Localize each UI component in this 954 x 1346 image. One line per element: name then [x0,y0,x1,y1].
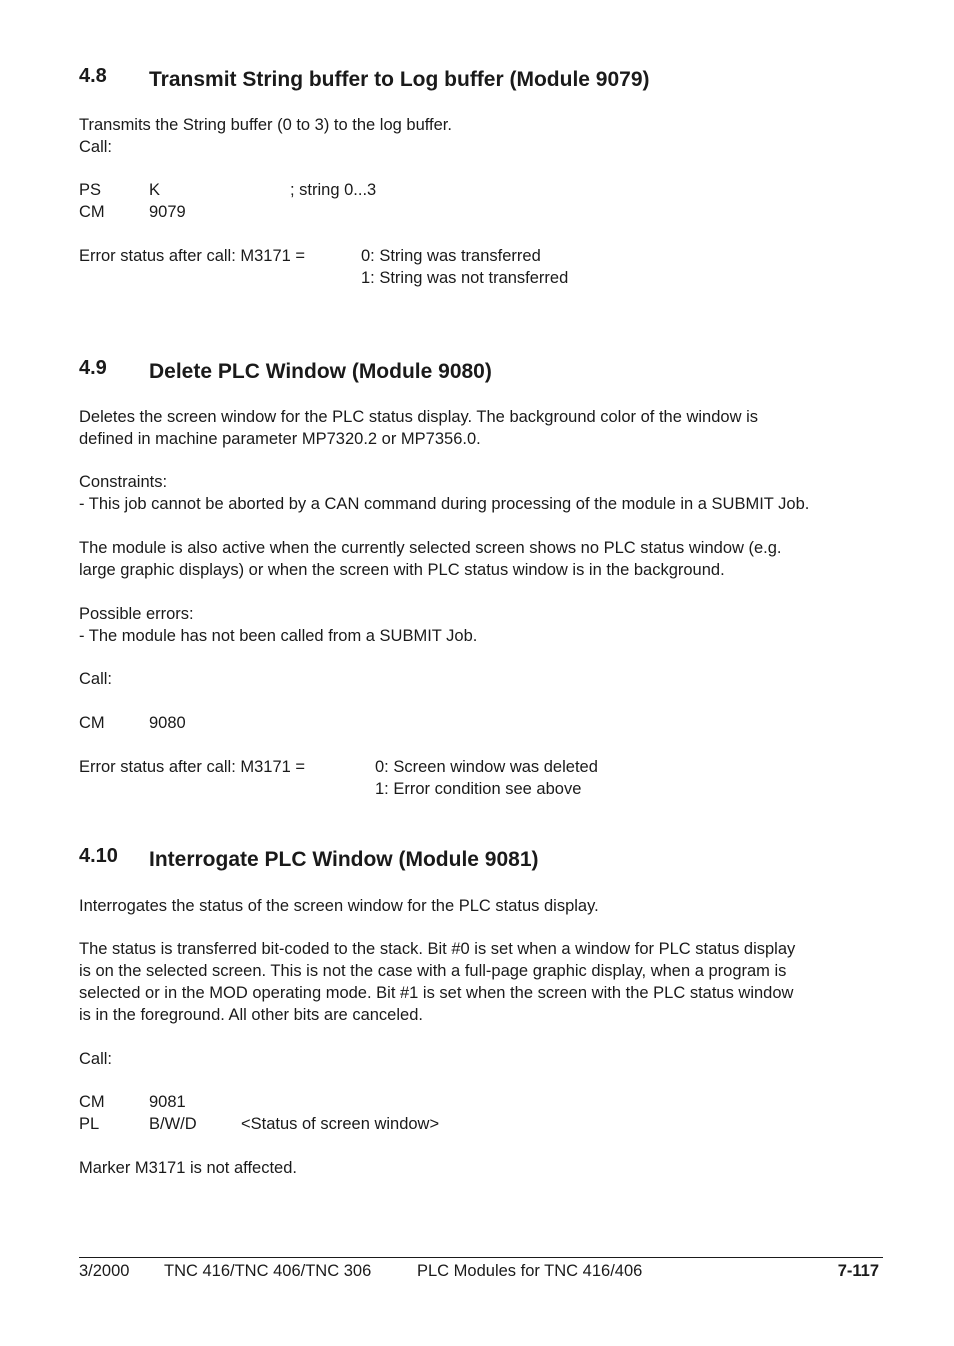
paragraph-line: selected or in the MOD operating mode. Bit #1 is set when the screen with the PLC status window [79,984,794,1002]
call-label: Call: [79,670,113,688]
code-op: CM [79,203,105,221]
possible-errors-label: Possible errors: [79,605,194,623]
marker-note: Marker M3171 is not affected. [79,1159,297,1177]
footer-models: TNC 416/TNC 406/TNC 306 [164,1262,372,1280]
paragraph-line: defined in machine parameter MP7320.2 or MP7356.0. [79,430,481,448]
section-title-4-10: Interrogate PLC Window (Module 9081) [149,848,539,871]
paragraph-line: The module is also active when the currently selected screen shows no PLC status window (e.g. [79,539,782,557]
call-label: Call: [79,1050,113,1068]
code-comment: ; string 0...3 [290,181,377,199]
paragraph-line: The status is transferred bit-coded to the stack. Bit #0 is set when a window for PLC status display [79,940,796,958]
error-status-value: 0: Screen window was deleted [375,758,598,776]
section-title-4-9: Delete PLC Window (Module 9080) [149,360,492,383]
footer-page-number: 7-117 [837,1262,879,1280]
footer-manual-title: PLC Modules for TNC 416/406 [417,1262,643,1280]
paragraph-line: Deletes the screen window for the PLC status display. The background color of the window is [79,408,758,426]
constraints-label: Constraints: [79,473,168,491]
section-number-4-10: 4.10 [79,845,118,867]
code-arg: 9081 [149,1093,186,1111]
code-op: PL [79,1115,100,1133]
code-op: PS [79,181,102,199]
call-label: Call: [79,138,113,156]
constraint-item: - This job cannot be aborted by a CAN command during processing of the module in a SUBMIT Job. [79,495,810,513]
code-arg: 9080 [149,714,186,732]
code-arg: K [149,181,161,199]
error-status-label: Error status after call: M3171 = [79,758,306,776]
footer-date: 3/2000 [79,1262,130,1280]
code-arg: 9079 [149,203,186,221]
paragraph-line: is on the selected screen. This is not the case with a full-page graphic display, when a program is [79,962,787,980]
section-description: Transmits the String buffer (0 to 3) to the log buffer. [79,116,452,134]
code-arg: B/W/D [149,1115,197,1133]
footer-rule [79,1257,883,1258]
error-status-value: 1: Error condition see above [375,780,582,798]
error-status-value: 1: String was not transferred [361,269,569,287]
section-title-4-8: Transmit String buffer to Log buffer (Module 9079) [149,68,650,91]
section-number-4-8: 4.8 [79,65,107,87]
section-description: Interrogates the status of the screen window for the PLC status display. [79,897,599,915]
code-op: CM [79,714,105,732]
error-item: - The module has not been called from a SUBMIT Job. [79,627,478,645]
paragraph-line: large graphic displays) or when the screen with PLC status window is in the background. [79,561,725,579]
error-status-value: 0: String was transferred [361,247,541,265]
section-number-4-9: 4.9 [79,357,107,379]
paragraph-line: is in the foreground. All other bits are canceled. [79,1006,423,1024]
code-comment: <Status of screen window> [241,1115,440,1133]
code-op: CM [79,1093,105,1111]
error-status-label: Error status after call: M3171 = [79,247,306,265]
